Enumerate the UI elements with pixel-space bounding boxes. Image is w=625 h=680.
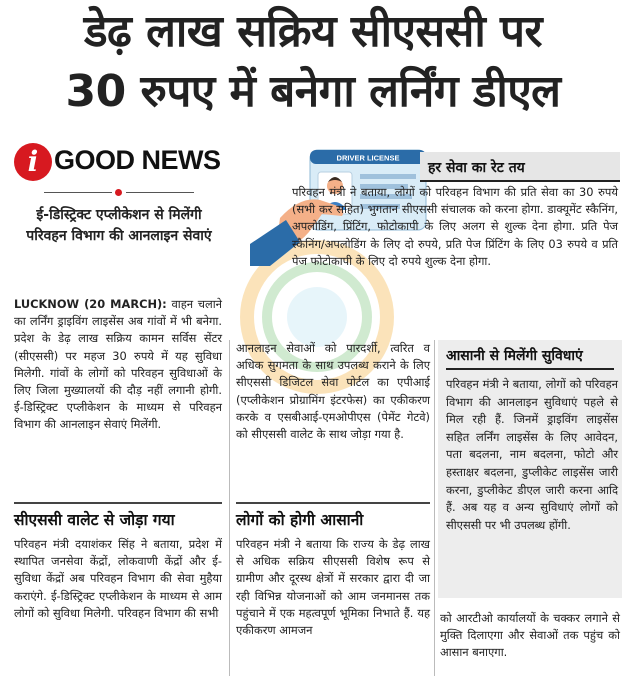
right-bottom-para: को आरटीओ कार्यालयों के चक्कर लगाने से मुक्ति दिलाएगा और सेवाओं तक पहुंच को आसान बनाएगा. bbox=[440, 611, 620, 660]
badge-text: GOOD NEWS bbox=[54, 145, 221, 175]
dateline: LUCKNOW (20 MARCH): bbox=[14, 297, 167, 311]
rate-box-title: हर सेवा का रेट तय bbox=[428, 160, 525, 176]
card-label: DRIVER LICENSE bbox=[336, 153, 400, 163]
left-column-intro bbox=[14, 296, 222, 496]
facilities-box-underline bbox=[446, 368, 614, 370]
section-title-wallet: सीएससी वालेट से जोड़ा गया bbox=[14, 508, 222, 530]
info-icon: i bbox=[14, 143, 52, 181]
badge-divider bbox=[14, 188, 224, 198]
middle-para-2: परिवहन मंत्री ने बताया कि राज्य के डेढ़ लाख से अधिक सक्रिय सीएससी विशेष रूप से ग्रामीण और दूरस्थ क्षेत्रों में सरकार द्वारा दी जा रही विभिन्न योजनाओं को आम जनमानस तक पहुंचाने में एक महत्वपूर्ण भूमिका निभाते हैं. यह एकीकरण आमजन bbox=[236, 537, 430, 638]
column-divider-1 bbox=[229, 340, 230, 676]
facilities-box-body: परिवहन मंत्री ने बताया, लोगों को परिवहन विभाग की आनलाइन सुविधाएं पहले से मिल रही हैं. जिनमें ड्राइविंग लाइसेंस सहित लर्निंग लाइसेंस के लिए आवेदन, पता बदलना, नाम बदलना, फोटो और हस्ताक्षर बदलना, डुप्लीकेट लाइसेंस जारी करना, डुप्लीकेट डीएल जारी करना आदि हैं. अब यह व अन्य सुविधाएं लोगों को सीएससी पर भी उपलब्ध होंगी. bbox=[446, 377, 618, 532]
headline-line-2: 30 रुपए में बनेगा लर्निंग डीएल bbox=[65, 66, 561, 117]
middle-para-1: आनलाइन सेवाओं को पारदर्शी, त्वरित व अधिक सुगमता के साथ उपलब्ध कराने के लिए सीएससी डिजिटल सेवा पोर्टल का एपीआई (एप्लीकेशन प्रोग्रामिंग इंटरफेस) का एकीकरण करके व एसबीआई-एमओपीएस (पेमेंट गेटवे) को सीएससी वालेट के साथ जोड़ा गया है. bbox=[236, 341, 430, 442]
rate-box-body: परिवहन मंत्री ने बताया, लोगों को परिवहन विभाग की प्रति सेवा का 30 रुपये (सभी कर सहित) भुगतान सीएससी संचालक को करना होगा. डाक्यूमेंट स्कैनिंग, अपलोडिंग, प्रिंटिंग, फोटोकापी के लिए अलग से शुल्क देना होगा. प्रति पेज स्कैनिंग/अपलोडिंग के लिए दो रुपये, प्रति पेज प्रिंटिंग के लिए 03 रुपये व प्रति पेज फोटोकापी के लिए दो रुपये शुल्क देना होगा. bbox=[292, 185, 618, 268]
column-divider-2 bbox=[434, 340, 435, 676]
left-para-2: परिवहन मंत्री दयाशंकर सिंह ने बताया, प्रदेश में स्थापित जनसेवा केंद्रों, लोकवाणी केंद्रों और ई-सुविधा केंद्रों अब परिवहन विभाग की सेवा मुहैया कराएंगे. ई-डिस्ट्रिक्ट एप्लीकेशन के माध्यम से आम लोगों को सुविधा मिलेगी. परिवहन विभाग की सभी bbox=[14, 537, 222, 620]
section-title-ease: लोगों को होगी आसानी bbox=[236, 508, 430, 530]
good-news-badge bbox=[14, 141, 224, 185]
headline-line-1: डेढ़ लाख सक्रिय सीएससी पर bbox=[83, 6, 543, 57]
left-para-1: वाहन चलाने का लर्निंग ड्राइविंग लाइसेंस अब गांवों में भी बनेगा. प्रदेश के डेढ़ लाख सक्रिय कामन सर्विस सेंटर (सीएससी) पर महज 30 रुपये में यह सुविधा मिलेगी. गांवों के लोगों को परिवहन सुविधाओं के लिए जिला मुख्यालयों की दौड़ नहीं लगानी होगी. ई-डिस्ट्रिक्ट एप्लीकेशन के माध्यम से परिवहन विभाग की आनलाइन सेवाएं मिलेंगी. bbox=[14, 297, 222, 432]
facilities-box-title: आसानी से मिलेंगी सुविधाएं bbox=[446, 348, 583, 364]
subheadline: ई-डिस्ट्रिक्ट एप्लीकेशन से मिलेंगी परिवहन विभाग की आनलाइन सेवाएं bbox=[26, 207, 212, 244]
headline bbox=[8, 2, 618, 122]
rate-box-underline bbox=[420, 180, 620, 182]
